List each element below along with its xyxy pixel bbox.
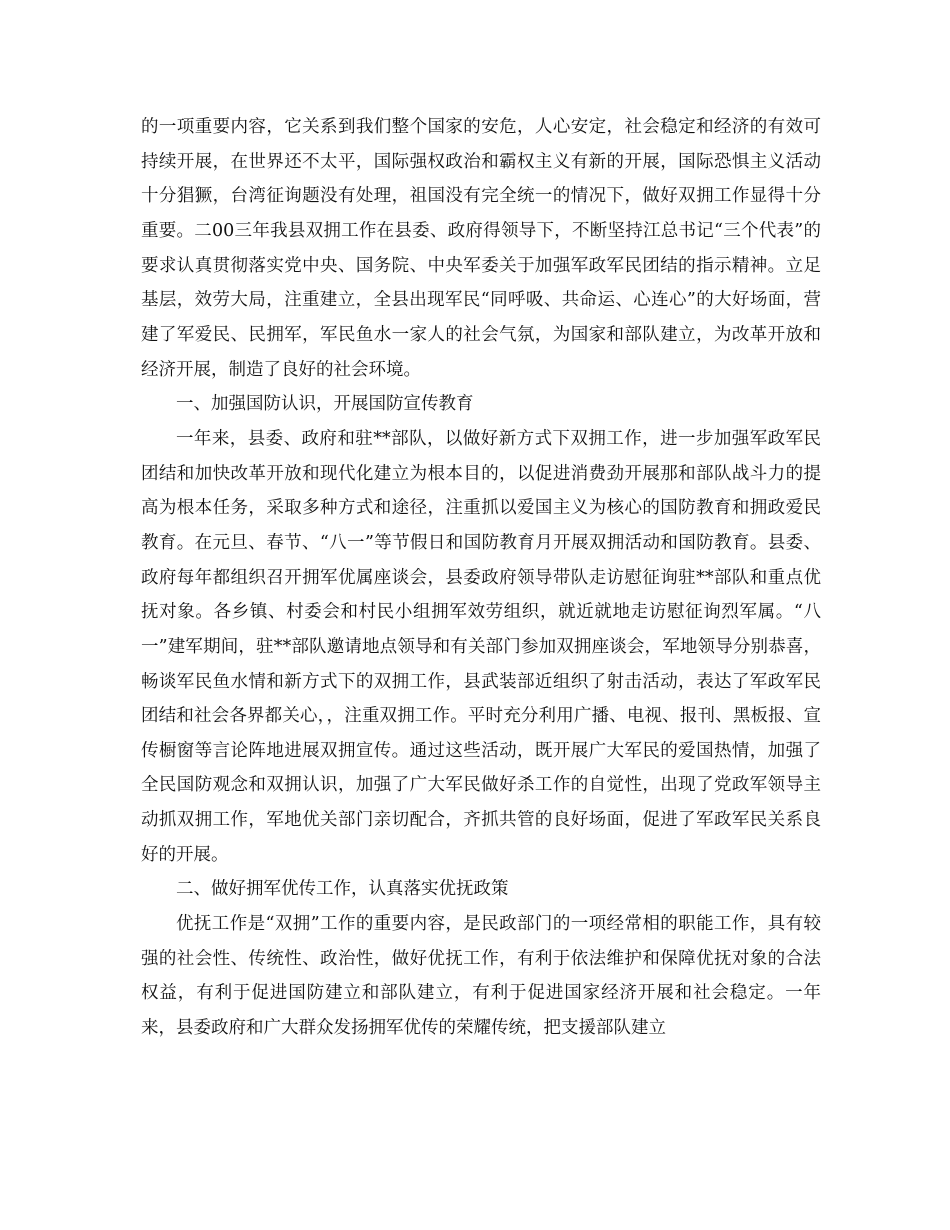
section-heading-2: 二、做好拥军优传工作，认真落实优抚政策 [176,879,509,900]
document-body [141,110,821,1046]
paragraph-section-2: 优抚工作是“双拥”工作的重要内容，是民政部门的一项经常相的职能工作，具有较强的社会性、传统性、政治性，做好优抚工作，有利于依法维护和保障优抚对象的合法权益，有利于促进国防建立和部队建立，有利于促进国家经济开展和社会稳定。一年来，县委政府和广大群众发扬拥军优传的荣耀传统，把支援部队建立 [141,914,821,1039]
section-heading-1: 一、加强国防认识，开展国防宣传教育 [176,394,474,415]
paragraph-section-1: 一年来，县委、政府和驻**部队，以做好新方式下双拥工作，进一步加强军政军民团结和加快改革开放和现代化建立为根本目的，以促进消费劲开展那和部队战斗力的提高为根本任务，采取多种方式和途径，注重抓以爱国主义为核心的国防教育和拥政爱民教育。在元旦、春节、“八一”等节假日和国防教育月开展双拥活动和国防教育。县委、政府每年都组织召开拥军优属座谈会，县委政府领导带队走访慰征询驻**部队和重点优抚对象。各乡镇、村委会和村民小组拥军效劳组织，就近就地走访慰征询烈军属。“八一”建军期间，驻**部队邀请地点领导和有关部门参加双拥座谈会，军地领导分别恭喜，畅谈军民鱼水情和新方式下的双拥工作，县武装部近组织了射击活动，表达了军政军民团结和社会各界都关心，，注重双拥工作。平时充分利用广播、电视、报刊、黑板报、宣传橱窗等言论阵地进展双拥宣传。通过这些活动，既开展广大军民的爱国热情，加强了全民国防观念和双拥认识，加强了广大军民做好杀工作的自觉性，出现了党政军领导主动抓双拥工作，军地优关部门亲切配合，齐抓共管的良好场面，促进了军政军民关系良好的开展。 [141,428,821,865]
paragraph-intro-continuation: 的一项重要内容，它关系到我们整个国家的安危，人心安定，社会稳定和经济的有效可持续开展，在世界还不太平，国际强权政治和霸权主义有新的开展，国际恐惧主义活动十分猖獗，台湾征询题没有处理，祖国没有完全统一的情况下，做好双拥工作显得十分重要。二00三年我县双拥工作在县委、政府得领导下，不断坚持江总书记“三个代表”的要求认真贯彻落实党中央、国务院、中央军委关于加强军政军民团结的指示精神。立足基层，效劳大局，注重建立，全县出现军民“同呼吸、共命运、心连心”的大好场面，营建了军爱民、民拥军，军民鱼水一家人的社会气氛，为国家和部队建立，为改革开放和经济开展，制造了良好的社会环境。 [141,117,821,380]
